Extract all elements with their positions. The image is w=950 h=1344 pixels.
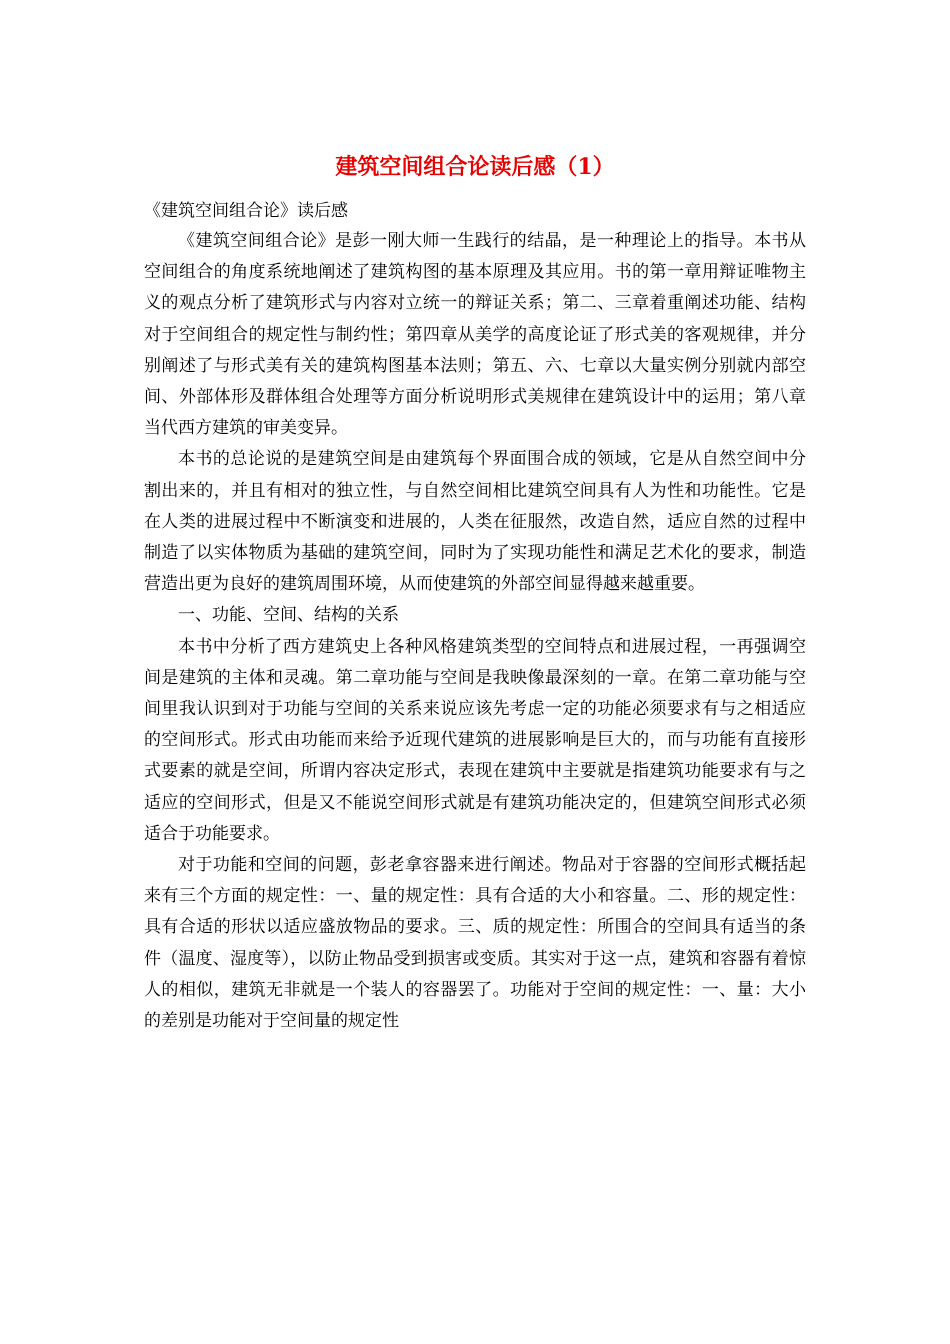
paragraph-overview: 本书的总论说的是建筑空间是由建筑每个界面围合成的领域，它是从自然空间中分割出来的，并且有相对的独立性，与自然空间相比建筑空间具有人为性和功能性。它是在人类的进展过程中不断演变和进展的，人类在征服然，改造自然，适应自然的过程中制造了以实体物质为基础的建筑空间，同时为了实现功能性和满足艺术化的要求，制造营造出更为良好的建筑周围环境，从而使建筑的外部空间显得越来越重要。 — [144, 449, 806, 595]
document-subtitle: 《建筑空间组合论》读后感 — [144, 201, 348, 221]
section-heading: 一、功能、空间、结构的关系 — [178, 605, 399, 626]
paragraph-container: 对于功能和空间的问题，彭老拿容器来进行阐述。物品对于容器的空间形式概括起来有三个方面的规定性：一、量的规定性：具有合适的大小和容量。二、形的规定性：具有合适的形状以适应盛放物品的要求。三、质的规定性：所围合的空间具有适当的条件（温度、湿度等），以防止物品受到损害或变质。其实对于这一点，建筑和容器有着惊人的相似，建筑无非就是一个装人的容器罢了。功能对于空间的规定性：一、量：大小的差别是功能对于空间量的规定性 — [144, 855, 806, 1032]
paragraph-intro: 《建筑空间组合论》是彭一刚大师一生践行的结晶，是一种理论上的指导。本书从空间组合的角度系统地阐述了建筑构图的基本原理及其应用。书的第一章用辩证唯物主义的观点分析了建筑形式与内容对立统一的辩证关系；第二、三章着重阐述功能、结构对于空间组合的规定性与制约性；第四章从美学的高度论证了形式美的客观规律，并分别阐述了与形式美有关的建筑构图基本法则；第五、六、七章以大量实例分别就内部空间、外部体形及群体组合处理等方面分析说明形式美规律在建筑设计中的运用；第八章当代西方建筑的审美变异。 — [144, 231, 806, 439]
paragraph-function-space: 本书中分析了西方建筑史上各种风格建筑类型的空间特点和进展过程，一再强调空间是建筑的主体和灵魂。第二章功能与空间是我映像最深刻的一章。在第二章功能与空间里我认识到对于功能与空间的关系来说应该先考虑一定的功能必须要求有与之相适应的空间形式。形式由功能而来给予近现代建筑的进展影响是巨大的，而与功能有直接形式要素的就是空间，所谓内容决定形式，表现在建筑中主要就是指建筑功能要求有与之适应的空间形式，但是又不能说空间形式就是有建筑功能决定的，但建筑空间形式必须适合于功能要求。 — [144, 636, 806, 844]
document-title: 建筑空间组合论读后感（1） — [335, 154, 615, 180]
document-body — [144, 196, 806, 1037]
